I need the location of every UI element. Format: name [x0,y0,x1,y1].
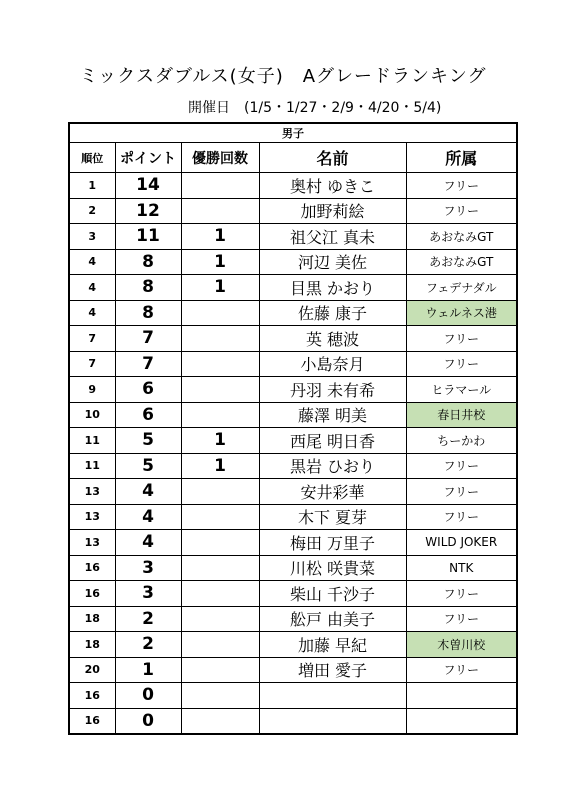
header-wins: 優勝回数 [181,143,259,173]
table-row [69,377,517,403]
wins-cell [181,479,259,505]
name-cell: 奥村 ゆきこ [259,173,406,199]
affiliation-cell: フリー [406,173,517,199]
name-cell: 河辺 美佐 [259,249,406,275]
rank-cell: 4 [69,249,115,275]
points-cell: 7 [115,351,181,377]
rank-cell: 16 [69,708,115,734]
table-row [69,606,517,632]
rank-cell: 20 [69,657,115,683]
points-cell: 5 [115,428,181,454]
wins-cell [181,530,259,556]
affiliation-cell: フリー [406,581,517,607]
points-cell: 3 [115,581,181,607]
wins-cell [181,402,259,428]
wins-cell: 1 [181,249,259,275]
points-cell: 8 [115,249,181,275]
wins-cell [181,581,259,607]
points-cell: 5 [115,453,181,479]
affiliation-cell: NTK [406,555,517,581]
wins-cell [181,683,259,709]
table-row [69,632,517,658]
name-cell: 佐藤 康子 [259,300,406,326]
rank-cell: 4 [69,300,115,326]
name-cell: 黒岩 ひおり [259,453,406,479]
affiliation-cell [406,708,517,734]
rank-cell: 3 [69,224,115,250]
wins-cell [181,173,259,199]
points-cell: 7 [115,326,181,352]
name-cell: 加野莉絵 [259,198,406,224]
rank-cell: 13 [69,479,115,505]
wins-cell [181,198,259,224]
header-points: ポイント [115,143,181,173]
name-cell: 英 穂波 [259,326,406,352]
header-name: 名前 [259,143,406,173]
affiliation-cell: ヒラマール [406,377,517,403]
rank-cell: 11 [69,428,115,454]
name-cell: 藤澤 明美 [259,402,406,428]
table-row [69,479,517,505]
table-row [69,555,517,581]
wins-cell [181,326,259,352]
affiliation-cell: フリー [406,657,517,683]
table-row [69,453,517,479]
rank-cell: 9 [69,377,115,403]
points-cell: 4 [115,504,181,530]
points-cell: 0 [115,708,181,734]
affiliation-cell: フリー [406,504,517,530]
header-rank: 順位 [69,143,115,173]
table-row [69,683,517,709]
affiliation-cell: ちーかわ [406,428,517,454]
table-row [69,249,517,275]
table-row [69,351,517,377]
name-cell: 舩戸 由美子 [259,606,406,632]
affiliation-cell: フリー [406,606,517,632]
affiliation-cell: フリー [406,326,517,352]
table-row [69,708,517,734]
name-cell: 祖父江 真未 [259,224,406,250]
affiliation-cell: フリー [406,351,517,377]
wins-cell: 1 [181,275,259,301]
wins-cell [181,300,259,326]
name-cell: 増田 愛子 [259,657,406,683]
name-cell: 川松 咲貴菜 [259,555,406,581]
points-cell: 4 [115,530,181,556]
table-row [69,224,517,250]
name-cell [259,708,406,734]
affiliation-cell: フリー [406,479,517,505]
name-cell: 目黒 かおり [259,275,406,301]
points-cell: 12 [115,198,181,224]
wins-cell [181,351,259,377]
header-affiliation: 所属 [406,143,517,173]
table-row [69,300,517,326]
affiliation-cell: ウェルネス港 [406,300,517,326]
affiliation-cell: フェデナダル [406,275,517,301]
ranking-table [68,122,518,735]
points-cell: 14 [115,173,181,199]
table-row [69,428,517,454]
rank-cell: 1 [69,173,115,199]
points-cell: 8 [115,300,181,326]
section-label: 男子 [69,123,517,143]
points-cell: 2 [115,632,181,658]
wins-cell: 1 [181,224,259,250]
rank-cell: 10 [69,402,115,428]
points-cell: 4 [115,479,181,505]
name-cell: 木下 夏芽 [259,504,406,530]
points-cell: 6 [115,377,181,403]
name-cell: 安井彩華 [259,479,406,505]
rank-cell: 2 [69,198,115,224]
table-row [69,173,517,199]
rank-cell: 18 [69,606,115,632]
table-row [69,581,517,607]
rank-cell: 13 [69,504,115,530]
points-cell: 8 [115,275,181,301]
wins-cell: 1 [181,453,259,479]
wins-cell [181,708,259,734]
rank-cell: 4 [69,275,115,301]
rank-cell: 16 [69,683,115,709]
name-cell: 丹羽 未有希 [259,377,406,403]
wins-cell [181,504,259,530]
wins-cell: 1 [181,428,259,454]
name-cell: 西尾 明日香 [259,428,406,454]
name-cell [259,683,406,709]
wins-cell [181,657,259,683]
points-cell: 3 [115,555,181,581]
affiliation-cell: WILD JOKER [406,530,517,556]
name-cell: 小島奈月 [259,351,406,377]
points-cell: 11 [115,224,181,250]
wins-cell [181,555,259,581]
affiliation-cell: あおなみGT [406,224,517,250]
rank-cell: 16 [69,581,115,607]
table-row [69,402,517,428]
name-cell: 柴山 千沙子 [259,581,406,607]
page-title: ミックスダブルス(女子) Aグレードランキング [79,66,487,87]
table-row [69,657,517,683]
rank-cell: 18 [69,632,115,658]
table-row [69,275,517,301]
rank-cell: 13 [69,530,115,556]
table-row [69,198,517,224]
points-cell: 1 [115,657,181,683]
rank-cell: 16 [69,555,115,581]
wins-cell [181,377,259,403]
affiliation-cell: 春日井校 [406,402,517,428]
points-cell: 0 [115,683,181,709]
event-dates: 開催日 (1/5・1/27・2/9・4/20・5/4) [188,100,442,116]
rank-cell: 7 [69,351,115,377]
affiliation-cell: 木曽川校 [406,632,517,658]
rank-cell: 7 [69,326,115,352]
name-cell: 梅田 万里子 [259,530,406,556]
affiliation-cell: フリー [406,198,517,224]
rank-cell: 11 [69,453,115,479]
affiliation-cell: フリー [406,453,517,479]
table-row [69,504,517,530]
wins-cell [181,606,259,632]
points-cell: 6 [115,402,181,428]
name-cell: 加藤 早紀 [259,632,406,658]
affiliation-cell [406,683,517,709]
affiliation-cell: あおなみGT [406,249,517,275]
points-cell: 2 [115,606,181,632]
table-row [69,326,517,352]
wins-cell [181,632,259,658]
table-row [69,530,517,556]
